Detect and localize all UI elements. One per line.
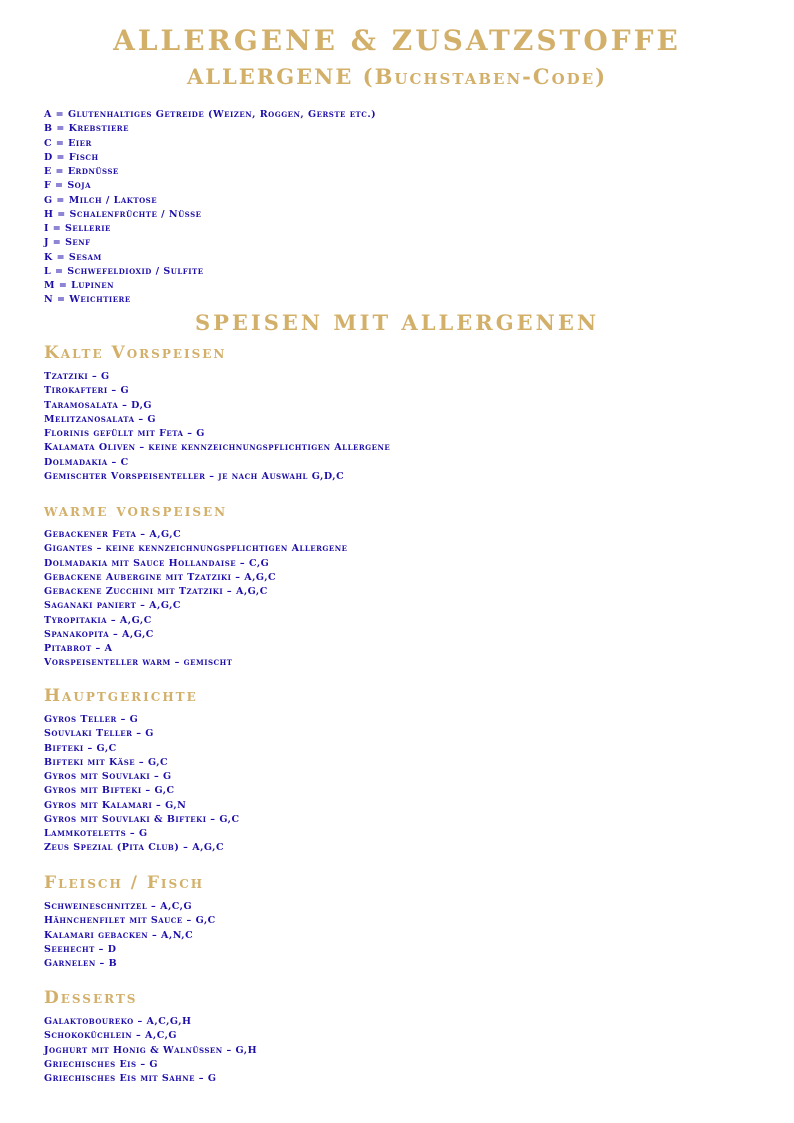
legend-item: K = Sesam bbox=[44, 251, 102, 263]
dish-item: Taramosalata – D,G bbox=[44, 399, 152, 411]
dish-item: Zeus Spezial (Pita Club) – A,G,C bbox=[44, 842, 225, 854]
dish-item: Gyros Teller – G bbox=[44, 714, 139, 725]
legend-item: A = Glutenhaltiges Getreide (Weizen, Roggen, Gerste etc.) bbox=[44, 109, 377, 120]
category-hauptgerichte bbox=[44, 685, 764, 856]
legend-item: G = Milch / Laktose bbox=[44, 194, 158, 206]
dish-item: Souvlaki Teller – G bbox=[44, 728, 154, 740]
dish-item: Vorspeisenteller warm – gemischt bbox=[44, 657, 233, 669]
dish-item: Gebackene Zucchini mit Tzatziki – A,G,C bbox=[44, 586, 268, 597]
dish-item: Dolmadakia mit Sauce Hollandaise – C,G bbox=[44, 557, 270, 569]
dish-item: Melitzanosalata – G bbox=[44, 413, 156, 425]
category-title: Desserts bbox=[44, 988, 138, 1008]
dish-item: Gebackener Feta – A,G,C bbox=[44, 529, 182, 540]
dish-item: Kalamata Oliven – keine kennzeichnungspflichtigen Allergene bbox=[44, 442, 391, 454]
dish-item: Gyros mit Souvlaki – G bbox=[44, 771, 172, 782]
legend-item: J = Senf bbox=[44, 237, 91, 249]
legend-item: L = Schwefeldioxid / Sulfite bbox=[44, 265, 204, 277]
category-warme-vorspeisen bbox=[44, 500, 764, 671]
dish-item: Schweineschnitzel – A,C,G bbox=[44, 901, 193, 912]
dish-item: Hähnchenfilet mit Sauce – G,C bbox=[44, 915, 216, 927]
dish-item: Joghurt mit Honig & Walnüssen – G,H bbox=[44, 1044, 258, 1056]
category-title: Hauptgerichte bbox=[44, 686, 198, 706]
legend-item: D = Fisch bbox=[44, 151, 99, 163]
legend-item: B = Krebstiere bbox=[44, 123, 129, 135]
dish-item: Kalamari gebacken – A,N,C bbox=[44, 929, 194, 941]
dish-item: Garnelen – B bbox=[44, 958, 118, 969]
legend-item: E = Erdnüsse bbox=[44, 166, 119, 177]
page-title: ALLERGENE & ZUSATZSTOFFE bbox=[113, 24, 681, 57]
dish-item: Pitabrot – A bbox=[44, 643, 113, 654]
category-title: Kalte Vorspeisen bbox=[44, 343, 227, 363]
dish-item: Saganaki paniert – A,G,C bbox=[44, 600, 181, 612]
dish-item: Griechisches Eis mit Sahne – G bbox=[44, 1073, 217, 1084]
dish-list bbox=[44, 1015, 764, 1086]
category-title: warme vorspeisen bbox=[44, 501, 228, 521]
dish-item: Florinis gefüllt mit Feta – G bbox=[44, 428, 205, 439]
dish-item: Galaktoboureko – A,C,G,H bbox=[44, 1016, 192, 1027]
dish-item: Bifteki mit Käse – G,C bbox=[44, 756, 169, 768]
legend-item: H = Schalenfrüchte / Nüsse bbox=[44, 208, 202, 220]
dish-item: Bifteki – G,C bbox=[44, 742, 117, 754]
allergen-legend bbox=[44, 108, 764, 308]
dish-item: Gyros mit Kalamari – G,N bbox=[44, 799, 187, 811]
dish-item: Gyros mit Bifteki – G,C bbox=[44, 785, 175, 797]
legend-item: M = Lupinen bbox=[44, 280, 115, 291]
legend-item: N = Weichtiere bbox=[44, 294, 131, 306]
legend-item: F = Soja bbox=[44, 180, 92, 192]
dish-list bbox=[44, 370, 764, 484]
legend-item: I = Sellerie bbox=[44, 223, 111, 234]
dish-item: Gigantes – keine kennzeichnungspflichtigen Allergene bbox=[44, 543, 348, 555]
dish-item: Tyropitakia – A,G,C bbox=[44, 614, 152, 626]
legend-item: C = Eier bbox=[44, 137, 92, 149]
dish-item: Gebackene Aubergine mit Tzatziki – A,G,C bbox=[44, 571, 277, 583]
dish-item: Seehecht – D bbox=[44, 943, 117, 955]
dish-item: Spanakopita – A,G,C bbox=[44, 628, 154, 640]
category-title: Fleisch / Fisch bbox=[44, 873, 205, 893]
dishes-heading: SPEISEN MIT ALLERGENEN bbox=[194, 310, 600, 335]
allergen-legend-list bbox=[44, 108, 764, 308]
dish-list bbox=[44, 528, 764, 671]
dish-item: Griechisches Eis – G bbox=[44, 1058, 158, 1070]
category-kalte-vorspeisen bbox=[44, 342, 764, 484]
dish-item: Tzatziki – G bbox=[44, 371, 110, 382]
dish-item: Dolmadakia – C bbox=[44, 456, 129, 468]
page-subtitle: ALLERGENE (Buchstaben-Code) bbox=[186, 64, 608, 89]
category-desserts bbox=[44, 987, 764, 1086]
dish-item: Gyros mit Souvlaki & Bifteki – G,C bbox=[44, 813, 240, 825]
category-fleisch-fisch bbox=[44, 872, 764, 971]
dish-item: Gemischter Vorspeisenteller – je nach Auswahl G,D,C bbox=[44, 470, 345, 482]
dish-item: Tirokafteri – G bbox=[44, 385, 130, 397]
dish-item: Schokoküchlein – A,C,G bbox=[44, 1030, 178, 1042]
dish-list bbox=[44, 713, 764, 856]
dish-item: Lammkoteletts – G bbox=[44, 828, 148, 839]
dish-list bbox=[44, 900, 764, 971]
